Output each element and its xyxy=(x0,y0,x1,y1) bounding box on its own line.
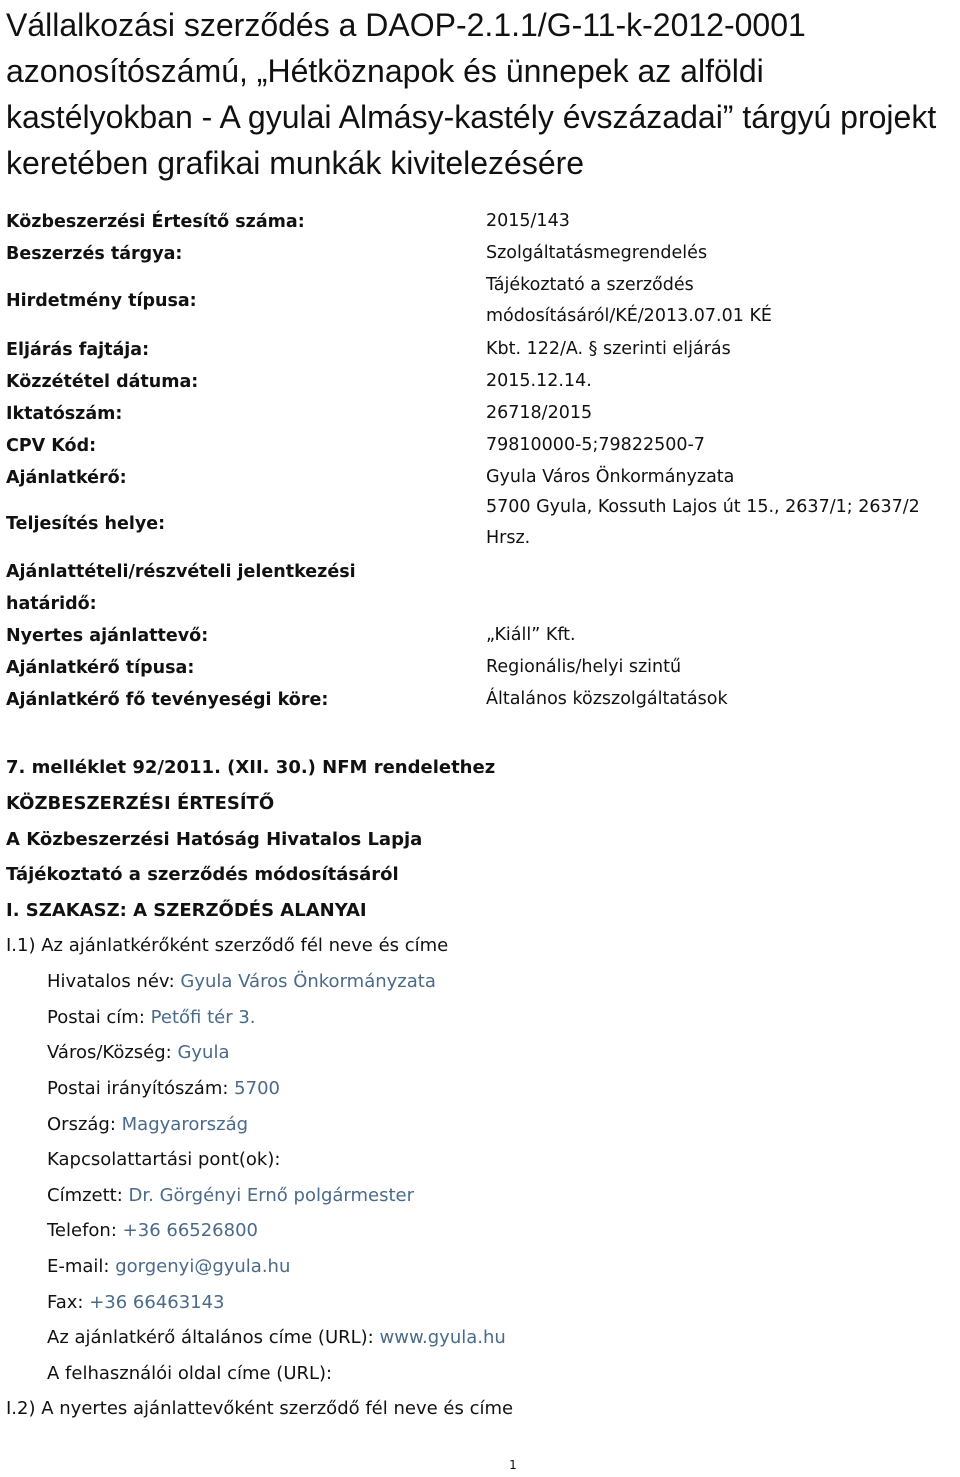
meta-label: Iktatószám: xyxy=(6,404,123,424)
meta-label: Teljesítés helye: xyxy=(6,514,166,534)
meta-value: Gyula Város Önkormányzata xyxy=(486,467,735,487)
meta-value: 2015.12.14. xyxy=(486,371,592,391)
meta-label: Ajánlattételi/részvételi jelentkezési határidő: xyxy=(6,562,356,614)
meta-value: Szolgáltatásmegrendelés xyxy=(486,243,708,263)
field-phone: Telefon: +36 66526800 xyxy=(47,1220,258,1241)
publisher-line: A Közbeszerzési Hatóság Hivatalos Lapja xyxy=(6,829,423,850)
field-official-name: Hivatalos név: Gyula Város Önkormányzata xyxy=(47,971,436,992)
field-email: E-mail: gorgenyi@gyula.hu xyxy=(47,1256,291,1277)
meta-label: Ajánlatkérő: xyxy=(6,468,127,488)
email-link[interactable]: gorgenyi@gyula.hu xyxy=(115,1256,291,1277)
meta-label: Beszerzés tárgya: xyxy=(6,244,183,264)
field-contact-points: Kapcsolattartási pont(ok): xyxy=(47,1149,281,1170)
field-url: Az ajánlatkérő általános címe (URL): www.gyula.hu xyxy=(47,1327,506,1348)
field-city: Város/Község: Gyula xyxy=(47,1042,230,1063)
meta-label: Hirdetmény típusa: xyxy=(6,291,197,311)
annex-line: 7. melléklet 92/2011. (XII. 30.) NFM rendelethez xyxy=(6,757,496,778)
meta-value: 26718/2015 xyxy=(486,403,593,423)
gazette-title: KÖZBESZERZÉSI ÉRTESÍTŐ xyxy=(6,793,275,814)
meta-label: Közzététel dátuma: xyxy=(6,372,199,392)
meta-value: Általános közszolgáltatások xyxy=(486,689,728,709)
field-postal-address: Postai cím: Petőfi tér 3. xyxy=(47,1007,256,1028)
meta-value: Regionális/helyi szintű xyxy=(486,657,682,677)
notice-type: Tájékoztató a szerződés módosításáról xyxy=(6,864,399,885)
meta-label: CPV Kód: xyxy=(6,436,97,456)
meta-label: Nyertes ajánlattevő: xyxy=(6,626,209,646)
field-user-url: A felhasználói oldal címe (URL): xyxy=(47,1363,333,1384)
section-title: I. SZAKASZ: A SZERZŐDÉS ALANYAI xyxy=(6,900,367,921)
meta-value: 79810000-5;79822500-7 xyxy=(486,435,705,455)
field-country: Ország: Magyarország xyxy=(47,1114,249,1135)
section-1-1: I.1) Az ajánlatkérőként szerződő fél neve és címe xyxy=(6,935,449,956)
field-fax: Fax: +36 66463143 xyxy=(47,1292,225,1313)
meta-label: Közbeszerzési Értesítő száma: xyxy=(6,212,305,232)
field-postal-code: Postai irányítószám: 5700 xyxy=(47,1078,280,1099)
section-1-2: I.2) A nyertes ajánlattevőként szerződő fél neve és címe xyxy=(6,1398,514,1419)
meta-label: Ajánlatkérő típusa: xyxy=(6,658,195,678)
meta-label: Eljárás fajtája: xyxy=(6,340,150,360)
meta-value: Kbt. 122/A. § szerinti eljárás xyxy=(486,339,731,359)
meta-value: „Kiáll” Kft. xyxy=(486,625,576,645)
field-addressee: Címzett: Dr. Görgényi Ernő polgármester xyxy=(47,1185,415,1206)
website-link[interactable]: www.gyula.hu xyxy=(379,1327,506,1348)
meta-value: Tájékoztató a szerződés módosításáról/KÉ/2013.07.01 KÉ xyxy=(486,275,772,326)
meta-value: 2015/143 xyxy=(486,211,570,231)
page-number: 1 xyxy=(509,1458,517,1472)
meta-label: Ajánlatkérő fő tevényeségi köre: xyxy=(6,690,329,710)
meta-value: 5700 Gyula, Kossuth Lajos út 15., 2637/1; 2637/2 Hrsz. xyxy=(486,497,920,548)
document-title: Vállalkozási szerződés a DAOP-2.1.1/G-11-k-2012-0001 azonosítószámú, „Hétköznapok és ünnepek az alföldi kastélyokban - A gyulai Almásy-kastély évszázadai” tárgyú projekt keretében grafikai munkák kivitelezésére xyxy=(6,7,937,181)
